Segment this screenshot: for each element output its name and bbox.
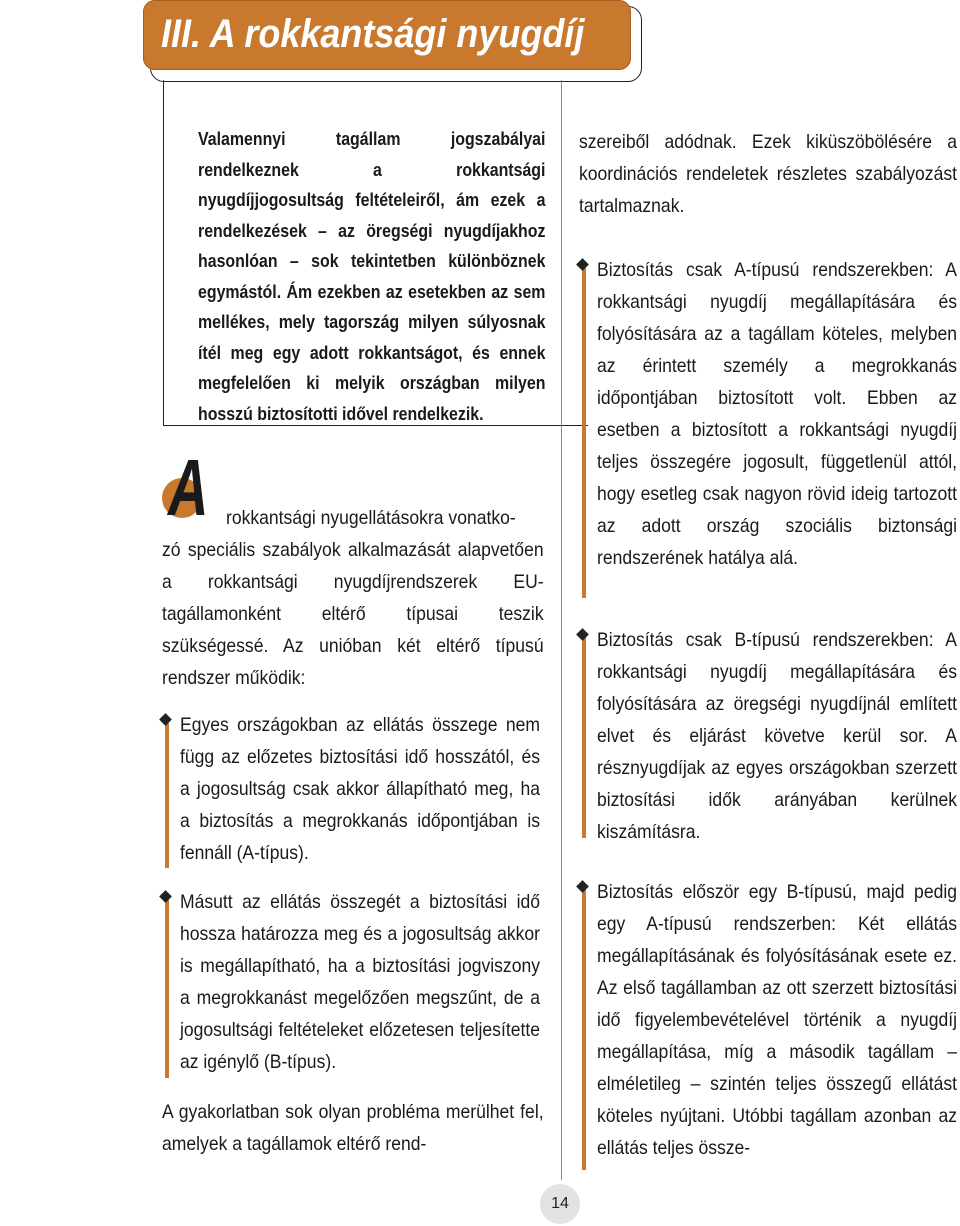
bullet-diamond-icon [159, 713, 172, 726]
bullet-diamond-icon [576, 628, 589, 641]
drop-cap [162, 443, 222, 532]
bullet-text: Biztosítás először egy B-típusú, majd pedig egy A-típusú rendszerben: Két ellátás megállapításának és folyósításának esete ez. Az első tagállamban az ott szerzett biztosítási idő figyelembevételével történik a nyugdíj megállapítása, míg a második tagállam – elméletileg – szintén teljes összegű ellátást köteles nyújtani. Utóbbi tagállam azonban az ellátás teljes össze- [597, 881, 957, 1159]
page-number: 14 [540, 1184, 580, 1224]
bullet-accent-bar [165, 900, 169, 1078]
bullet-text: Biztosítás csak B-típusú rendszerekben: A rokkantsági nyugdíj megállapítására és folyósítására az öregségi nyugdíjnál említett elvet és eljárást követve kerül sor. A résznyugdíjak az egyes országokban szerzett biztosítási idők arányában kerülnek kiszámításra. [597, 629, 957, 843]
paragraph-first-line: rokkantsági nyugellátásokra vonatko- [226, 507, 516, 529]
bullet-diamond-icon [159, 890, 172, 903]
chapter-title: III. A rokkantsági nyugdíj [161, 12, 585, 56]
paragraph-body [162, 534, 542, 694]
title-tab [143, 0, 631, 70]
column-divider [561, 80, 562, 1180]
bullet-accent-bar [582, 638, 586, 838]
bullet-diamond-icon [576, 258, 589, 271]
bullet-accent-bar [165, 723, 169, 868]
closing-paragraph [162, 1096, 542, 1160]
intro-paragraph: Valamennyi tagállam jogszabályai rendelkeznek a rokkantsági nyugdíjjogosultság feltételeiről, ám ezek a rendelkezések – az öregségi nyugdíjakhoz hasonlóan – sok tekintetben különböznek egymástól. Ám ezekben az esetekben az sem mellékes, mely tagország milyen súlyosnak ítél meg egy adott rokkantságot, és ennek megfelelően ki melyik országban milyen hosszú biztosítotti idővel rendelkezik. [198, 128, 546, 424]
drop-cap-letter: A [168, 443, 209, 532]
bullet-text: Másutt az ellátás összegét a biztosítási idő hossza határozza meg és a jogosultság akkor is megállapítható, ha a biztosítási jogviszony a megrokkanást megelőzően megszűnt, de a jogosultsági feltételeket előzetesen teljesítette az igénylő (B-típus). [180, 891, 540, 1073]
bullet-text: Biztosítás csak A-típusú rendszerekben: A rokkantsági nyugdíj megállapítására és folyósítására az a tagállam köteles, melyben az érintett személy a megrokkanás időpontjában biztosított volt. Ebben az esetben a biztosított a rokkantsági nyugdíj teljes összegére jogosult, függetlenül attól, hogy esetleg csak nagyon rövid ideig tartozott az adott ország szociális biztonsági rendszerének hatálya alá. [597, 259, 957, 569]
closing-text: A gyakorlatban sok olyan probléma merülhet fel, amelyek a tagállamok eltérő rend- [162, 1101, 544, 1155]
bullet-text: Egyes országokban az ellátás összege nem függ az előzetes biztosítási idő hosszától, és a jogosultság csak akkor állapítható meg, ha a biztosítás a megrokkanás időpontjában is fennáll (A-típus). [180, 714, 540, 864]
right-column-paragraph [579, 126, 959, 222]
bullet-diamond-icon [576, 880, 589, 893]
bullet-accent-bar [582, 268, 586, 598]
bullet-accent-bar [582, 890, 586, 1170]
paragraph-continuation: zó speciális szabályok alkalmazását alapvetően a rokkantsági nyugdíjrendszerek EU-tagállamonként eltérő típusai teszik szükségessé. Az unióban két eltérő típusú rendszer működik: [162, 539, 544, 689]
right-paragraph-text: szereiből adódnak. Ezek kiküszöbölésére a koordinációs rendeletek részletes szabályozást tartalmaznak. [579, 131, 957, 217]
